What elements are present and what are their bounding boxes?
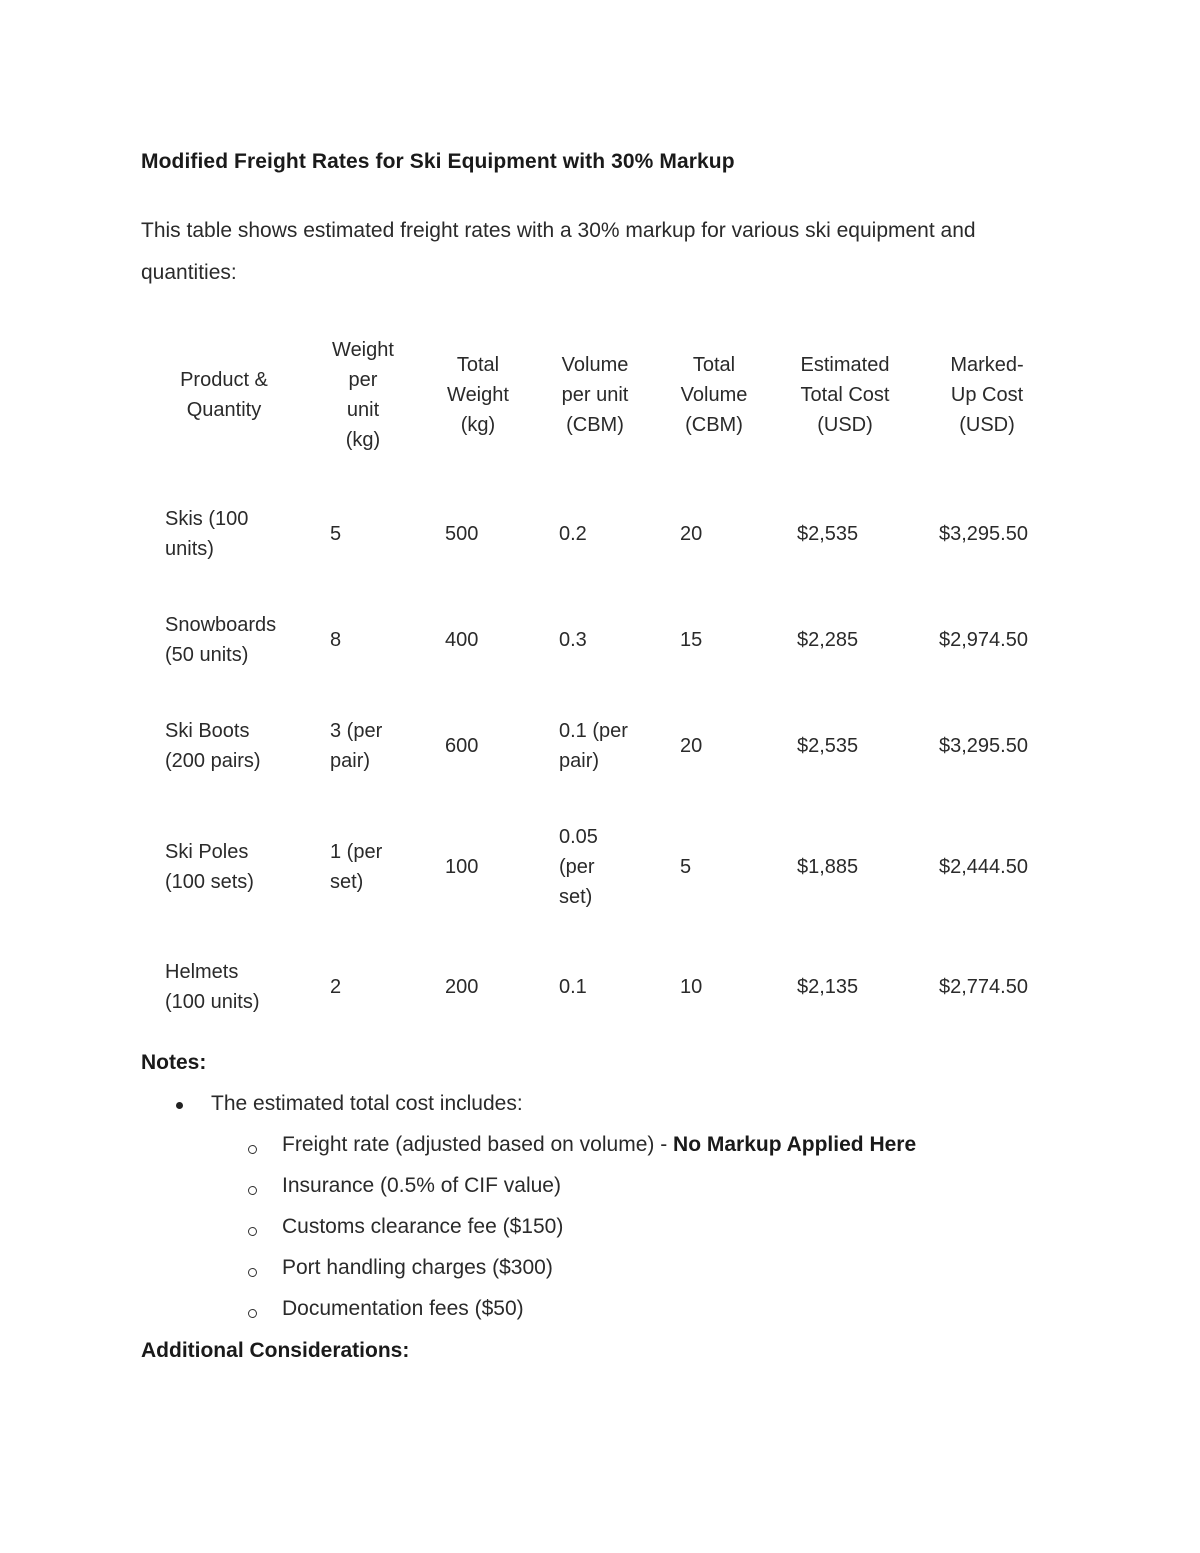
cell-line: 2 bbox=[330, 976, 342, 998]
cell-line: $3,295.50 bbox=[939, 735, 1028, 757]
cell-line: 0.2 bbox=[559, 523, 587, 545]
table-cell bbox=[680, 731, 702, 761]
cell-line: (100 units) bbox=[165, 991, 260, 1013]
cell-line: Ski Poles bbox=[165, 841, 249, 863]
cell-line: Skis (100 bbox=[165, 508, 249, 530]
cell-line: 20 bbox=[680, 523, 703, 545]
cell-line: $2,285 bbox=[797, 629, 859, 651]
cell-line: set) bbox=[330, 871, 364, 893]
cell-line: 10 bbox=[680, 976, 703, 998]
note-item-text: Port handling charges ($300) bbox=[282, 1256, 553, 1279]
header-line: Volume bbox=[680, 384, 748, 406]
note-item-text: Freight rate (adjusted based on volume) - bbox=[282, 1133, 674, 1156]
header-line: (CBM) bbox=[685, 414, 743, 436]
table-cell bbox=[797, 972, 858, 1002]
table-cell bbox=[939, 519, 1028, 549]
table-cell bbox=[559, 625, 587, 655]
header-line: (kg) bbox=[460, 414, 496, 436]
cell-line: (per bbox=[559, 856, 595, 878]
table-cell bbox=[445, 625, 478, 655]
cell-line: 600 bbox=[445, 735, 479, 757]
circle-bullet-icon bbox=[248, 1268, 257, 1277]
table-cell bbox=[680, 625, 702, 655]
cell-line: $2,135 bbox=[797, 976, 859, 998]
note-item-text: Documentation fees ($50) bbox=[282, 1297, 524, 1320]
row-label-cell bbox=[165, 610, 276, 670]
header-line: Estimated bbox=[800, 354, 890, 376]
table-cell bbox=[939, 972, 1028, 1002]
header-line: Total bbox=[692, 354, 736, 376]
header-line: (USD) bbox=[959, 414, 1015, 436]
cell-line: 400 bbox=[445, 629, 479, 651]
bullet-icon bbox=[176, 1102, 183, 1109]
cell-line: 1 (per bbox=[330, 841, 383, 863]
table-cell bbox=[939, 625, 1028, 655]
cell-line: Helmets bbox=[165, 961, 239, 983]
table-cell bbox=[797, 852, 858, 882]
header-line: (USD) bbox=[817, 414, 873, 436]
cell-line: 0.1 (per bbox=[559, 720, 628, 742]
notes-heading: Notes: bbox=[141, 1051, 207, 1074]
table-cell bbox=[939, 852, 1028, 882]
header-line: Total Cost bbox=[800, 384, 890, 406]
header-line: Quantity bbox=[186, 399, 262, 421]
cell-line: 100 bbox=[445, 856, 479, 878]
header-line: Total bbox=[456, 354, 500, 376]
header-line: Product & bbox=[180, 369, 268, 391]
table-cell bbox=[797, 519, 858, 549]
column-header bbox=[664, 350, 764, 440]
cell-line: set) bbox=[559, 886, 593, 908]
header-line: Up Cost bbox=[950, 384, 1024, 406]
cell-line: 15 bbox=[680, 629, 703, 651]
cell-line: 500 bbox=[445, 523, 479, 545]
cell-line: 5 bbox=[680, 856, 692, 878]
cell-line: $2,444.50 bbox=[939, 856, 1028, 878]
cell-line: 0.3 bbox=[559, 629, 587, 651]
column-header bbox=[159, 365, 289, 425]
table-cell bbox=[559, 519, 587, 549]
header-line: (kg) bbox=[345, 429, 381, 451]
cell-line: 20 bbox=[680, 735, 703, 757]
header-line: Volume bbox=[561, 354, 629, 376]
column-header bbox=[428, 350, 528, 440]
cell-line: 8 bbox=[330, 629, 342, 651]
cell-line: pair) bbox=[330, 750, 371, 772]
row-label-cell bbox=[165, 716, 261, 776]
table-cell bbox=[797, 625, 858, 655]
cell-line: 200 bbox=[445, 976, 479, 998]
table-cell bbox=[680, 972, 702, 1002]
table-cell bbox=[330, 716, 382, 776]
header-line: unit bbox=[346, 399, 380, 421]
header-line: per unit bbox=[561, 384, 629, 406]
document-title: Modified Freight Rates for Ski Equipment with 30% Markup bbox=[141, 150, 735, 173]
cell-line: $1,885 bbox=[797, 856, 859, 878]
table-cell bbox=[445, 852, 478, 882]
row-label-cell bbox=[165, 957, 260, 1017]
table-cell bbox=[680, 852, 691, 882]
note-item-text: Insurance (0.5% of CIF value) bbox=[282, 1174, 561, 1197]
notes-bullet-text: The estimated total cost includes: bbox=[211, 1092, 523, 1115]
header-line: Weight bbox=[447, 384, 509, 406]
cell-line: $2,535 bbox=[797, 735, 859, 757]
intro-paragraph: This table shows estimated freight rates with a 30% markup for various ski equipment and quantities: bbox=[141, 219, 976, 284]
header-line: Weight bbox=[332, 339, 394, 361]
table-cell bbox=[797, 731, 858, 761]
cell-line: Snowboards bbox=[165, 614, 277, 636]
cell-line: $2,535 bbox=[797, 523, 859, 545]
cell-line: 5 bbox=[330, 523, 342, 545]
cell-line: 3 (per bbox=[330, 720, 383, 742]
column-header bbox=[780, 350, 910, 440]
table-cell bbox=[559, 716, 628, 776]
header-line: Marked- bbox=[950, 354, 1024, 376]
table-cell bbox=[330, 625, 341, 655]
cell-line: pair) bbox=[559, 750, 600, 772]
table-cell bbox=[445, 519, 478, 549]
cell-line: (100 sets) bbox=[165, 871, 254, 893]
cell-line: Ski Boots bbox=[165, 720, 250, 742]
cell-line: (200 pairs) bbox=[165, 750, 261, 772]
cell-line: 0.1 bbox=[559, 976, 587, 998]
table-cell bbox=[559, 972, 587, 1002]
cell-line: $2,974.50 bbox=[939, 629, 1028, 651]
table-cell bbox=[445, 731, 478, 761]
circle-bullet-icon bbox=[248, 1186, 257, 1195]
table-cell bbox=[330, 837, 382, 897]
header-line: (CBM) bbox=[566, 414, 624, 436]
cell-line: $3,295.50 bbox=[939, 523, 1028, 545]
cell-line: (50 units) bbox=[165, 644, 249, 666]
row-label-cell bbox=[165, 504, 248, 564]
circle-bullet-icon bbox=[248, 1309, 257, 1318]
table-cell bbox=[445, 972, 478, 1002]
column-header bbox=[922, 350, 1052, 440]
circle-bullet-icon bbox=[248, 1227, 257, 1236]
cell-line: 0.05 bbox=[559, 826, 598, 848]
column-header bbox=[540, 350, 650, 440]
cell-line: $2,774.50 bbox=[939, 976, 1028, 998]
table-cell bbox=[330, 519, 341, 549]
cell-line: units) bbox=[165, 538, 214, 560]
table-cell bbox=[330, 972, 341, 1002]
row-label-cell bbox=[165, 837, 254, 897]
column-header bbox=[313, 335, 413, 455]
table-cell bbox=[939, 731, 1028, 761]
table-cell bbox=[559, 822, 598, 912]
header-line: per bbox=[348, 369, 378, 391]
table-cell bbox=[680, 519, 702, 549]
note-item-text: Customs clearance fee ($150) bbox=[282, 1215, 564, 1238]
additional-considerations-heading: Additional Considerations: bbox=[141, 1339, 410, 1362]
note-item-emphasis: No Markup Applied Here bbox=[673, 1133, 917, 1156]
circle-bullet-icon bbox=[248, 1145, 257, 1154]
